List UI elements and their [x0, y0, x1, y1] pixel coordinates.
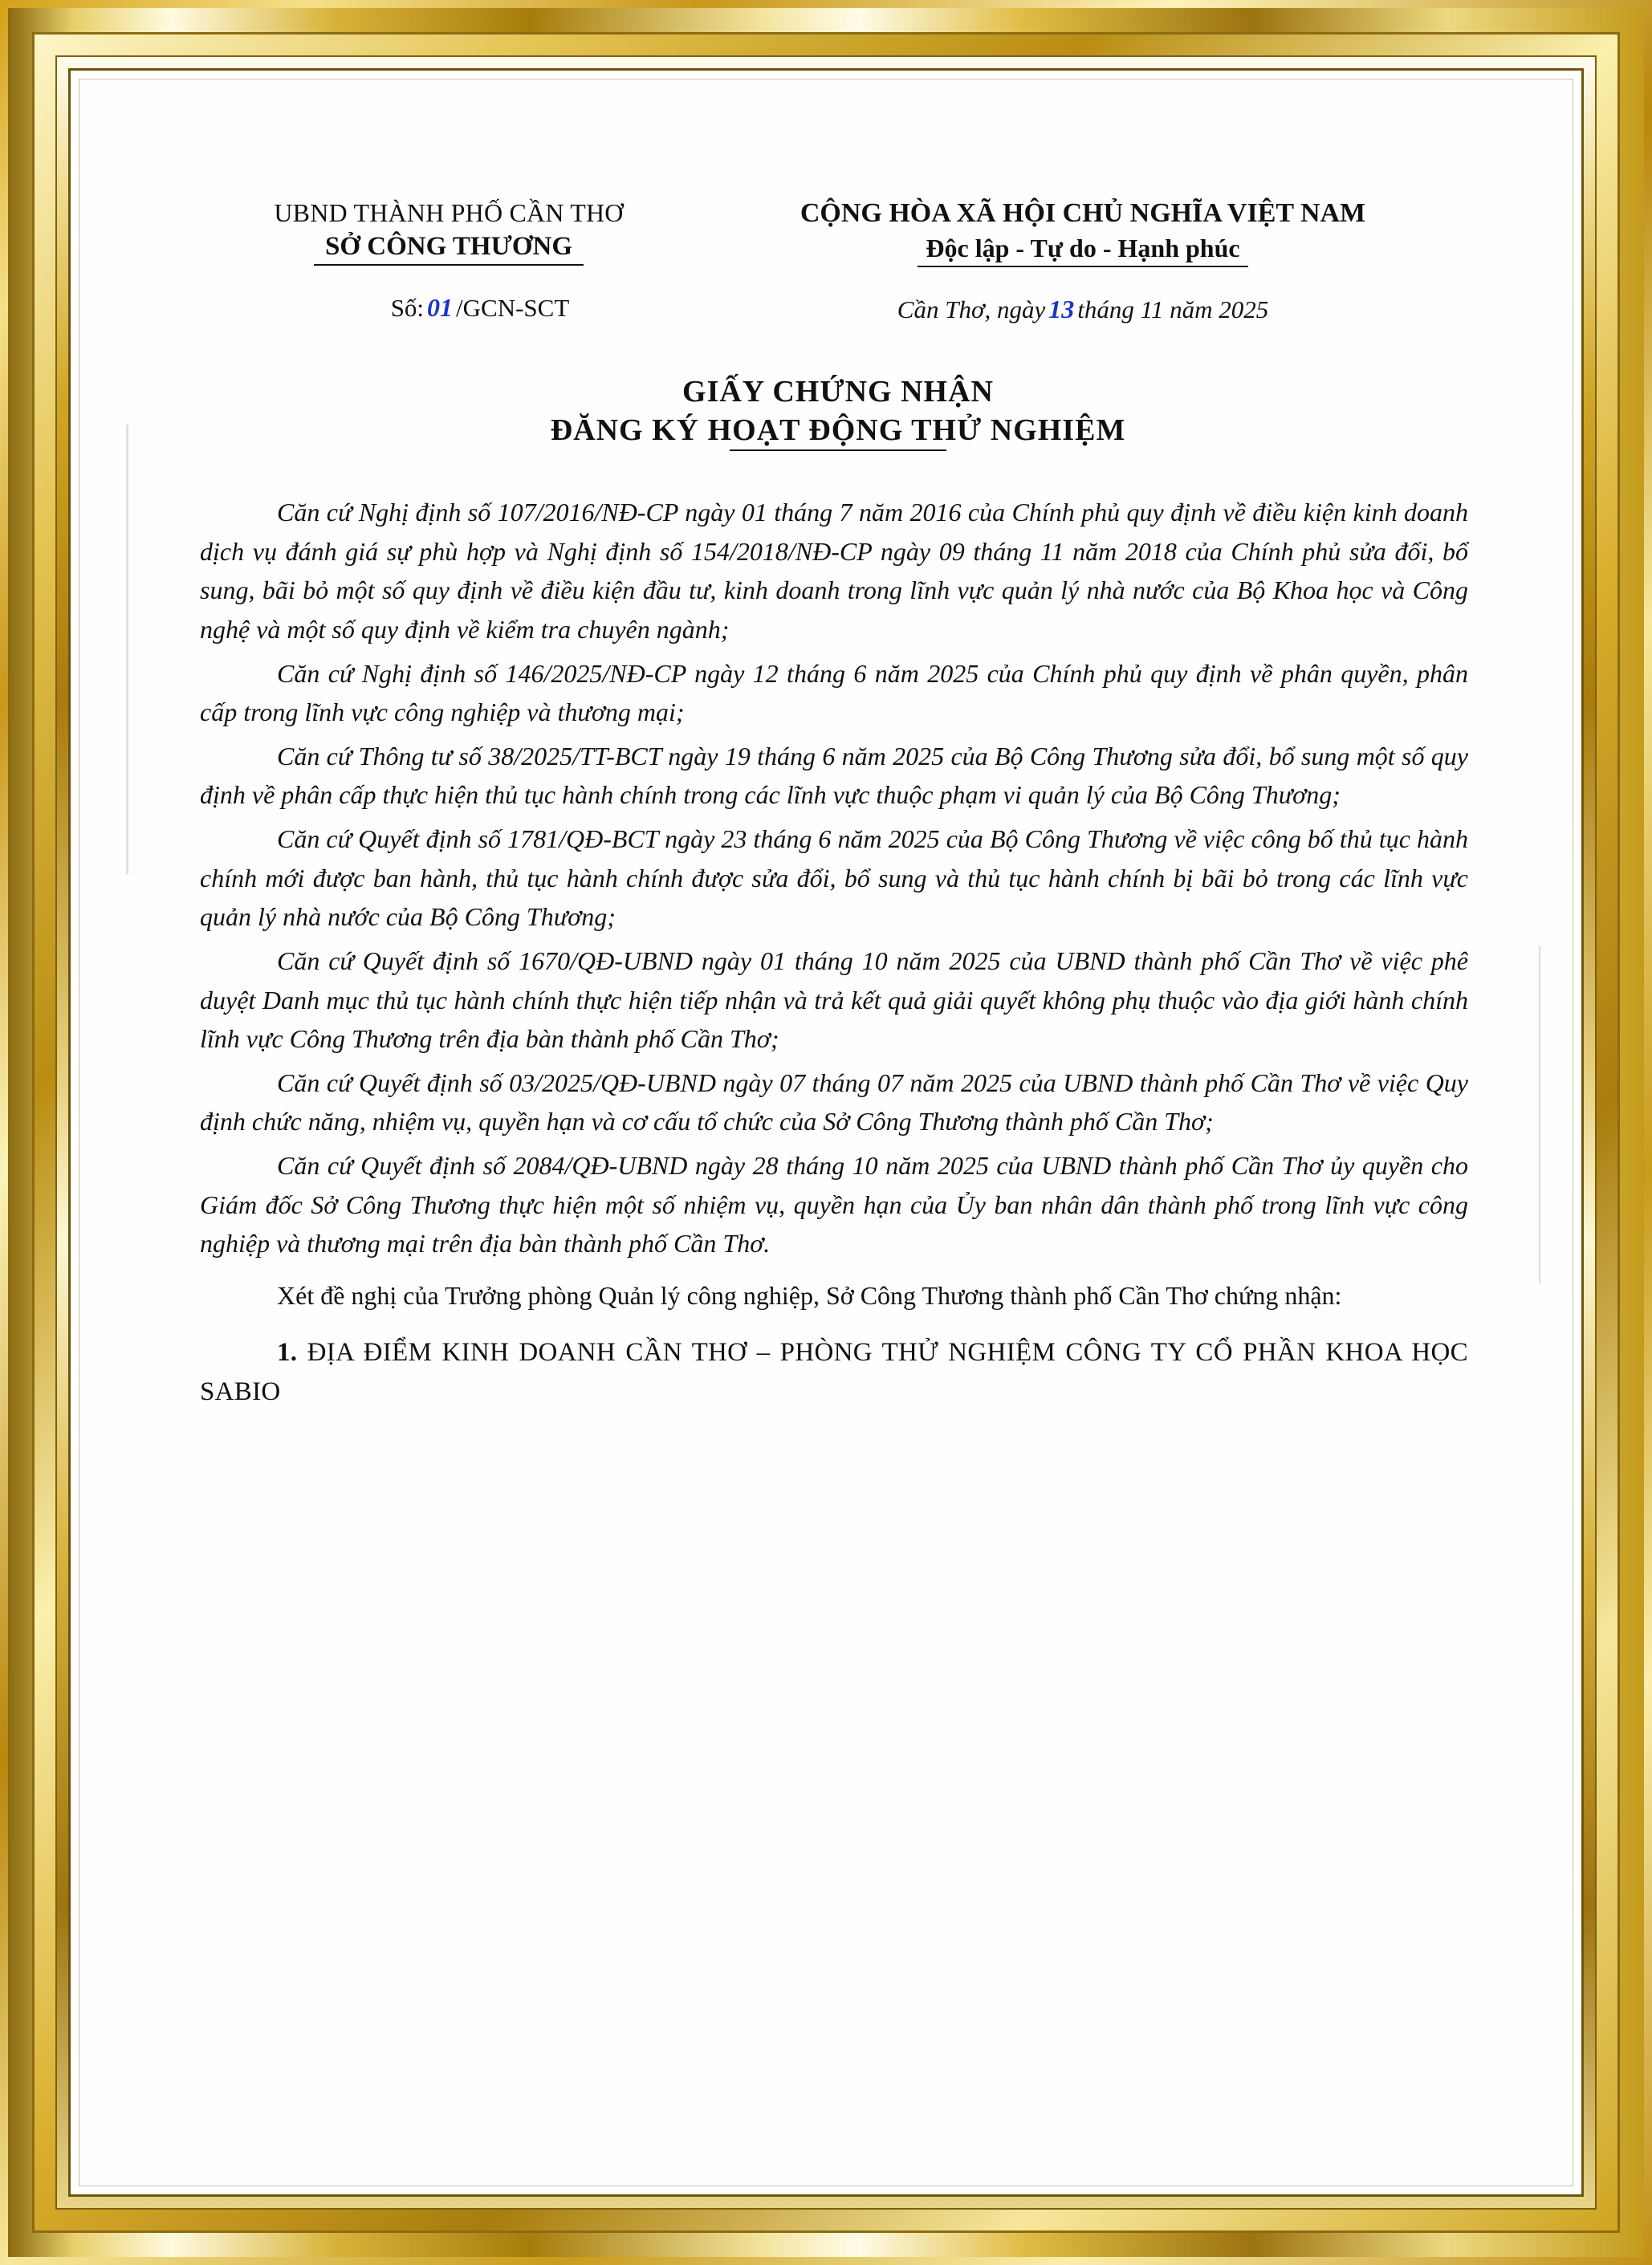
- national-motto: Độc lập - Tự do - Hạnh phúc: [918, 234, 1247, 267]
- frame-inner-border: [68, 68, 1584, 2197]
- legal-basis-paragraph: Căn cứ Quyết định số 1781/QĐ-BCT ngày 23 tháng 6 năm 2025 của Bộ Công Thương về việc công bố thủ tục hành chính mới được ban hành, thủ tục hành chính được sửa đổi, bổ sung và thủ tục hành chính bị bãi bỏ trong các lĩnh vực quản lý nhà nước của Bộ Công Thương;: [200, 824, 1468, 932]
- frame-band-2: [8, 8, 1644, 2257]
- document-number-line: [200, 293, 698, 323]
- frame-band-4: [55, 55, 1597, 2210]
- place-date-line: [698, 295, 1468, 324]
- document-number-suffix: /GCN-SCT: [456, 294, 570, 322]
- legal-basis-paragraph: Căn cứ Quyết định số 2084/QĐ-UBND ngày 28 tháng 10 năm 2025 của UBND thành phố Cần Thơ ủy quyền cho Giám đốc Sở Công Thương thực hiện một số nhiệm vụ, quyền hạn của Ủy ban nhân dân thành phố trong lĩnh vực công nghiệp và thương mại trên địa bàn thành phố Cần Thơ.: [200, 1151, 1468, 1259]
- national-heading-block: [698, 198, 1468, 324]
- date-day-value: 13: [1048, 295, 1075, 323]
- document-title: [200, 374, 1476, 448]
- certified-entity-name: ĐỊA ĐIỂM KINH DOANH CẦN THƠ – PHÒNG THỬ NGHIỆM CÔNG TY CỔ PHẦN KHOA HỌC SABIO: [200, 1337, 1468, 1406]
- legal-basis-paragraph: Căn cứ Thông tư số 38/2025/TT-BCT ngày 19 tháng 6 năm 2025 của Bộ Công Thương sửa đổi, bổ sung một số quy định về phân cấp thực hiện thủ tục hành chính trong các lĩnh vực thuộc phạm vi quản lý của Bộ Công Thương;: [200, 741, 1468, 810]
- issuing-authority-block: [200, 198, 698, 323]
- authority-name: SỞ CÔNG THƯƠNG: [314, 232, 584, 266]
- scan-artifact-left: [126, 425, 128, 874]
- place-and-date-prefix: Cần Thơ, ngày: [897, 295, 1046, 323]
- title-line-2-text: ĐĂNG KÝ HOẠT ĐỘNG THỬ NGHIỆM: [550, 413, 1126, 447]
- title-line-1: GIẤY CHỨNG NHẬN: [682, 375, 994, 409]
- document-content: [200, 198, 1476, 1413]
- document-number-value: 01: [427, 293, 454, 322]
- title-line-2: [551, 413, 1126, 448]
- certified-entity-number: 1.: [277, 1337, 298, 1367]
- legal-basis-paragraph: Căn cứ Nghị định số 146/2025/NĐ-CP ngày 12 tháng 6 năm 2025 của Chính phủ quy định về phân quyền, phân cấp trong lĩnh vực công nghiệp và thương mại;: [200, 658, 1468, 727]
- legal-basis-paragraph: Căn cứ Quyết định số 1670/QĐ-UBND ngày 01 tháng 10 năm 2025 của UBND thành phố Cần Thơ về việc phê duyệt Danh mục thủ tục hành chính thực hiện tiếp nhận và trả kết quả giải quyết không phụ thuộc vào địa giới hành chính lĩnh vực Công Thương trên địa bàn thành phố Cần Thơ;: [200, 945, 1468, 1054]
- date-rest: tháng 11 năm 2025: [1077, 295, 1269, 323]
- document-page: [79, 79, 1573, 2186]
- legal-basis-paragraph: Căn cứ Nghị định số 107/2016/NĐ-CP ngày 01 tháng 7 năm 2016 của Chính phủ quy định về điều kiện kinh doanh dịch vụ đánh giá sự phù hợp và Nghị định số 154/2018/NĐ-CP ngày 09 tháng 11 năm 2018 của Chính phủ sửa đổi, bổ sung, bãi bỏ một số quy định về điều kiện đầu tư, kinh doanh trong lĩnh vực quản lý nhà nước của Bộ Khoa học và Công nghệ và một số quy định về kiểm tra chuyên ngành;: [200, 498, 1468, 644]
- document-paragraphs: [200, 493, 1468, 1413]
- frame-band-3: [32, 32, 1620, 2233]
- scan-artifact-right: [1539, 946, 1540, 1283]
- authority-parent-name: UBND THÀNH PHỐ CẦN THƠ: [274, 198, 624, 227]
- document-header: [200, 198, 1468, 324]
- country-name: CỘNG HÒA XÃ HỘI CHỦ NGHĨA VIỆT NAM: [800, 198, 1366, 228]
- document-number-prefix: Số:: [390, 294, 425, 322]
- legal-basis-paragraph: Căn cứ Quyết định số 03/2025/QĐ-UBND ngày 07 tháng 07 năm 2025 của UBND thành phố Cần Thơ về việc Quy định chức năng, nhiệm vụ, quyền hạn và cơ cấu tổ chức của Sở Công Thương thành phố Cần Thơ;: [200, 1067, 1468, 1137]
- proposal-paragraph: Xét đề nghị của Trưởng phòng Quản lý công nghiệp, Sở Công Thương thành phố Cần Thơ chứng nhận:: [277, 1280, 1342, 1310]
- certified-entity: [200, 1333, 1468, 1413]
- title-underline: [730, 449, 946, 451]
